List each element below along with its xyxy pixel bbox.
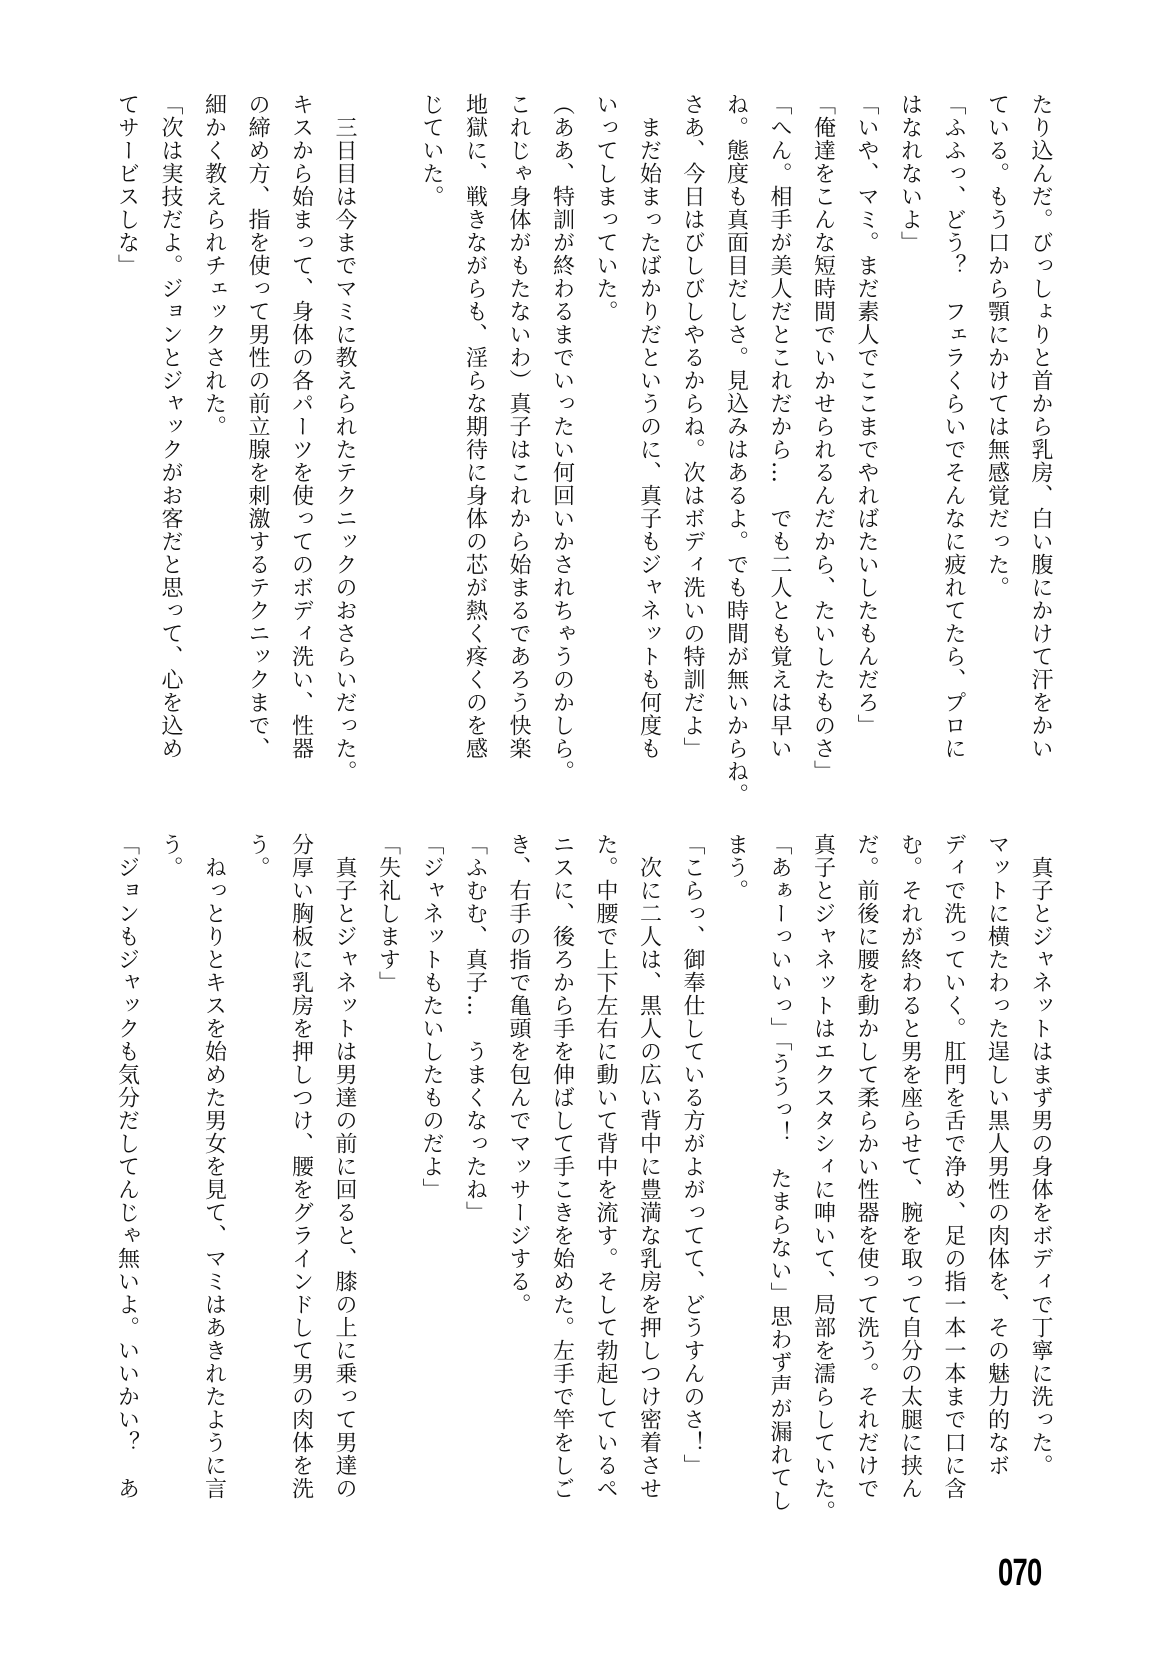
text-column: マットに横たわった逞しい黒人男性の肉体を、その魅力的なボ (984, 833, 1010, 1477)
text-column: 真子とジャネットはまず男の身体をボディで丁寧に洗った。 (1028, 833, 1053, 1477)
text-column: 「いや、マミ。まだ素人でここまでやればたいしたもんだろ」 (854, 93, 879, 737)
text-column: まだ始まったばかりだというのに、真子もジャネットも何度も (636, 93, 662, 760)
text-column: （ああ、特訓が終わるまでいったい何回いかされちゃうのかしら。 (549, 93, 575, 783)
text-column: 「失礼します」 (375, 833, 401, 994)
text-column: 「ふふっ、どう？ フェラくらいでそんなに疲れてたら、プロに (941, 93, 966, 760)
text-column: これじゃ身体がもたないわ）真子はこれから始まるであろう快楽 (506, 93, 531, 760)
text-column (366, 93, 410, 831)
text-column: う。 (245, 833, 270, 879)
text-column: ニスに、後ろから手を伸ばして手こきを始めた。左手で竿をしご (549, 833, 575, 1500)
text-column: 真子とジャネットはエクスタシィに呻いて、局部を濡らしていた。 (810, 833, 836, 1523)
text-column: 「ジョンもジャックも気分だしてんじゃ無いよ。いいかい？ あ (114, 833, 140, 1500)
text-column: ねっとりとキスを始めた男女を見て、マミはあきれたように言 (201, 833, 227, 1500)
text-column: 地獄に、戦きながらも、淫らな期待に身体の芯が熱く疼くのを感 (462, 93, 488, 760)
text-column: じていた。 (419, 93, 444, 208)
text-column: はなれないよ」 (897, 93, 923, 254)
text-column: ている。もう口から顎にかけては無感覚だった。 (984, 93, 1010, 599)
bottom-text-tier (105, 833, 1062, 1571)
text-column: 次に二人は、黒人の広い背中に豊満な乳房を押しつけ密着させ (636, 833, 662, 1500)
text-column: た。中腰で上下左右に動いて背中を流す。そして勃起しているペ (593, 833, 618, 1500)
text-column: 三日目は今までマミに教えられたテクニックのおさらいだった。 (332, 93, 357, 783)
text-column: まう。 (723, 833, 749, 902)
text-column: キスから始まって、身体の各パーツを使ってのボディ洗い、性器 (288, 93, 314, 760)
text-column: う。 (158, 833, 183, 879)
text-column: てサービスしな」 (114, 93, 140, 277)
text-column: 真子とジャネットは男達の前に回ると、膝の上に乗って男達の (332, 833, 357, 1500)
text-column: 「ジャネットもたいしたものだよ」 (419, 833, 444, 1201)
text-column: だ。前後に腰を動かして柔らかい性器を使って洗う。それだけで (854, 833, 879, 1500)
page-number: 070 (998, 1552, 1042, 1594)
text-column: 「こらっ、御奉仕している方がよがってて、どうすんのさ！」 (680, 833, 705, 1477)
text-column: たり込んだ。びっしょりと首から乳房、白い腹にかけて汗をかい (1028, 93, 1053, 760)
text-column: ディで洗っていく。肛門を舌で浄め、足の指一本一本まで口に含 (941, 833, 966, 1500)
text-column: 「俺達をこんな短時間でいかせられるんだから、たいしたものさ」 (810, 93, 836, 783)
text-column: き、右手の指で亀頭を包んでマッサージする。 (506, 833, 531, 1316)
top-text-tier (105, 93, 1062, 831)
text-column: いってしまっていた。 (593, 93, 618, 323)
text-column: 「あぁーっいいっ」「ううっ！ たまらない」思わず声が漏れてし (767, 833, 792, 1512)
text-column: 「へん。相手が美人だとこれだから… でも二人とも覚えは早い (767, 93, 792, 760)
text-column: 「ふむむ、真子… うまくなったね」 (462, 833, 488, 1224)
text-column: む。それが終わると男を座らせて、腕を取って自分の太腿に挟ん (897, 833, 923, 1500)
text-column: ね。態度も真面目だしさ。見込みはあるよ。でも時間が無いからね。 (723, 93, 749, 806)
text-column: さあ、今日はびしびしやるからね。次はボディ洗いの特訓だよ」 (680, 93, 705, 760)
text-column: 「次は実技だよ。ジョンとジャックがお客だと思って、心を込め (158, 93, 183, 760)
text-column: 細かく教えられチェックされた。 (201, 93, 227, 438)
text-column: 分厚い胸板に乳房を押しつけ、腰をグラインドして男の肉体を洗 (288, 833, 314, 1500)
text-column: の締め方、指を使って男性の前立腺を刺激するテクニックまで、 (245, 93, 270, 760)
